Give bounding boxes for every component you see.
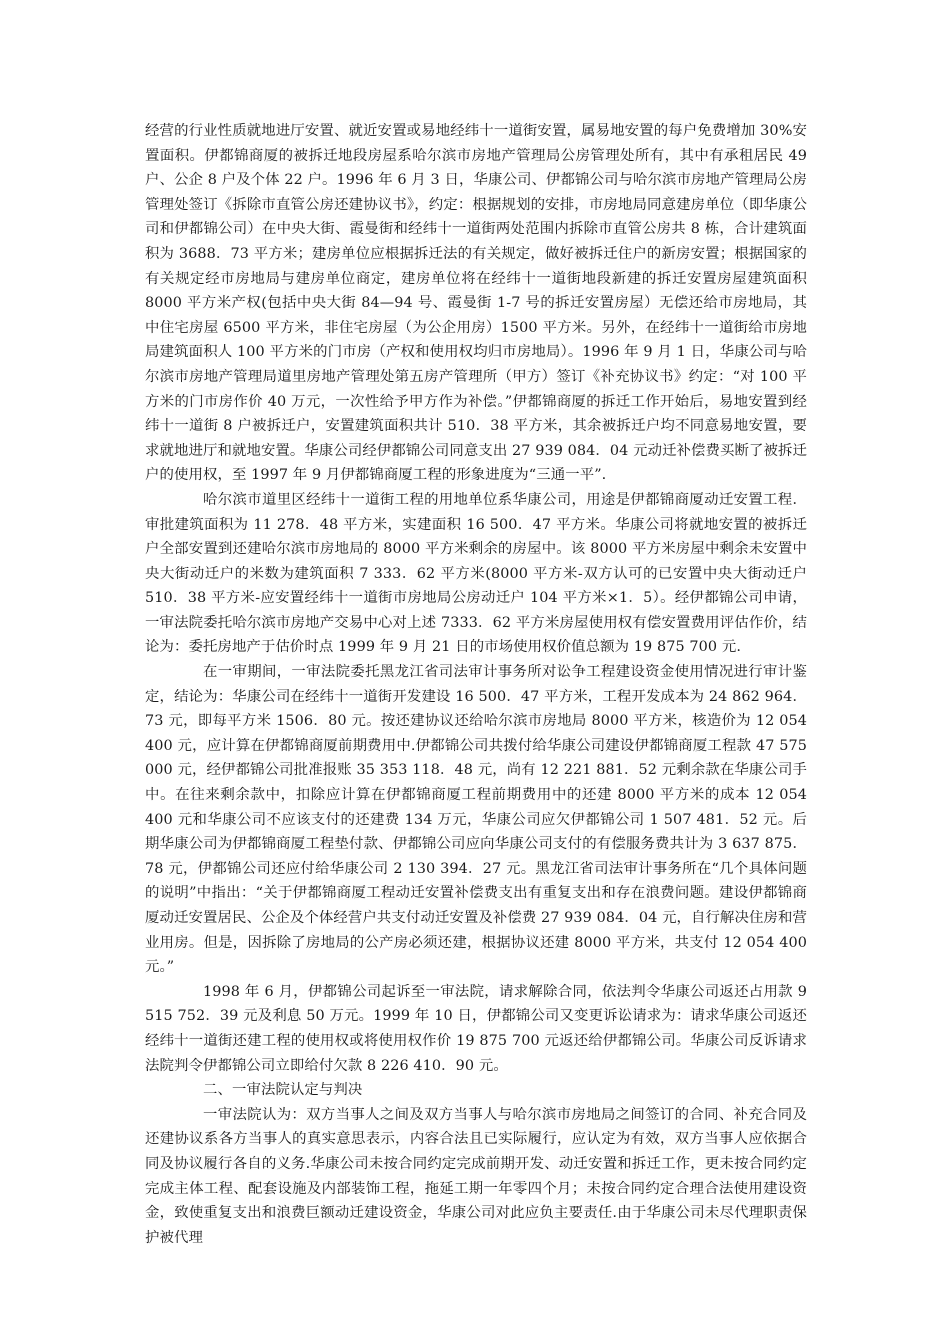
paragraph: 哈尔滨市道里区经纬十一道街工程的用地单位系华康公司，用途是伊都锦商厦动迁安置工程．审批建筑面积为 11 278．48 平方米，实建面积 16 500．47 平方米。华康公司将就地安置的被拆迁户全部安置到还建哈尔滨市房地局的 8000 平方米剩余的房屋中。该 8000 平方米房屋中剩余未安置中央大街动迁户的米数为建筑面积 7 333．62 平方米(8000 平方米-双方认可的已安置中央大街动迁户 510．38 平方米-应安置经纬十一道街市房地局公房动迁户 104 平方米×1．5）。经伊都锦公司申请，一审法院委托哈尔滨市房地产交易中心对上述 7333．62 平方米房屋使用权有偿安置费用评估作价，结论为：委托房地产于估价时点 1999 年 9 月 21 日的市场使用权价值总额为 19 875 700 元.: [145, 491, 807, 656]
paragraph: 一审法院认为：双方当事人之间及双方当事人与哈尔滨市房地局之间签订的合同、补充合同及还建协议系各方当事人的真实意思表示，内容合法且已实际履行，应认定为有效，双方当事人应依据合同及协议履行各自的义务.华康公司未按合同约定完成前期开发、动迁安置和拆迁工作，更未按合同约定完成主体工程、配套设施及内部装饰工程，拖延工期一年零四个月；未按合同约定合理合法使用建设资金，致使重复支出和浪费巨额动迁建设资金，华康公司对此应负主要责任.由于华康公司未尽代理职责保护被代理: [145, 1106, 807, 1246]
section-heading: 二、一审法院认定与判决: [203, 1082, 363, 1099]
paragraph-continued: 经营的行业性质就地进厅安置、就近安置或易地经纬十一道街安置，属易地安置的每户免费增加 30%安置面积。伊都锦商厦的被拆迁地段房屋系哈尔滨市房地产管理局公房管理处所有，其中有承租居民 49 户、公企 8 户及个体 22 户。1996 年 6 月 3 日，华康公司、伊都锦公司与哈尔滨市房地产管理局公房管理处签订《拆除市直管公房还建协议书》，约定：根据规划的安排，市房地局同意建房单位（即华康公司和伊都锦公司）在中央大街、霞曼街和经纬十一道街两处范围内拆除市直管公房共 8 栋，合计建筑面积为 3688．73 平方米；建房单位应根据拆迁法的有关规定，做好被拆迁住户的新房安置；根据国家的有关规定经市房地局与建房单位商定，建房单位将在经纬十一道街地段新建的拆迁安置房屋建筑面积 8000 平方米产权(包括中央大街 84—94 号、霞曼街 1-7 号的拆迁安置房屋）无偿还给市房地局，其中住宅房屋 6500 平方米，非住宅房屋（为公企用房）1500 平方米。另外，在经纬十一道街给市房地局建筑面积人 100 平方米的门市房（产权和使用权均归市房地局）。1996 年 9 月 1 日，华康公司与哈尔滨市房地产管理局道里房地产管理处第五房产管理所（甲方）签订《补充协议书》约定：“对 100 平方米的门市房作价 40 万元，一次性给予甲方作为补偿。”伊都锦商厦的拆迁工作开始后，易地安置到经纬十一道街 8 户被拆迁户，安置建筑面积共计 510．38 平方米，其余被拆迁户均不同意易地安置，要求就地进厅和就地安置。华康公司经伊都锦公司同意支出 27 939 084．04 元动迁补偿费买断了被拆迁户的使用权，至 1997 年 9 月伊都锦商厦工程的形象进度为“三通一平”.: [145, 123, 807, 484]
paragraph: 在一审期间，一审法院委托黑龙江省司法审计事务所对讼争工程建设资金使用情况进行审计鉴定，结论为：华康公司在经纬十一道街开发建设 16 500．47 平方米，工程开发成本为 24 862 964．73 元，即每平方米 1506．80 元。按还建协议还给哈尔滨市房地局 8000 平方米，核造价为 12 054 400 元，应计算在伊都锦商厦前期费用中.伊都锦公司共拨付给华康公司建设伊都锦商厦工程款 47 575 000 元，经伊都锦公司批准报账 35 353 118．48 元，尚有 12 221 881．52 元剩余款在华康公司手中。在往来剩余款中，扣除应计算在伊都锦商厦工程前期费用中的还建 8000 平方米的成本 12 054 400 元和华康公司不应该支付的还建费 134 万元，华康公司应欠伊都锦公司 1 507 481．52 元。后期华康公司为伊都锦商厦工程垫付款、伊都锦公司应向华康公司支付的有偿服务费共计为 3 637 875．78 元，伊都锦公司还应付给华康公司 2 130 394．27 元。黑龙江省司法审计事务所在“几个具体问题的说明”中指出：“关于伊都锦商厦工程动迁安置补偿费支出有重复支出和存在浪费问题。建设伊都锦商厦动迁安置居民、公企及个体经营户共支付动迁安置及补偿费 27 939 084．04 元，自行解决住房和营业用房。但是，因拆除了房地局的公产房必须还建，根据协议还建 8000 平方米，共支付 12 054 400 元。”: [145, 664, 807, 976]
paragraph: 1998 年 6 月，伊都锦公司起诉至一审法院，请求解除合同，依法判令华康公司返还占用款 9 515 752．39 元及利息 50 万元。1999 年 10 日，伊都锦公司又变更诉讼请求为：请求华康公司返还经纬十一道街还建工程的使用权或将使用权作价 19 875 700 元返还给伊都锦公司。华康公司反诉请求法院判令伊都锦公司立即给付欠款 8 226 410．90 元。: [145, 983, 807, 1074]
document-page: [145, 119, 807, 1250]
